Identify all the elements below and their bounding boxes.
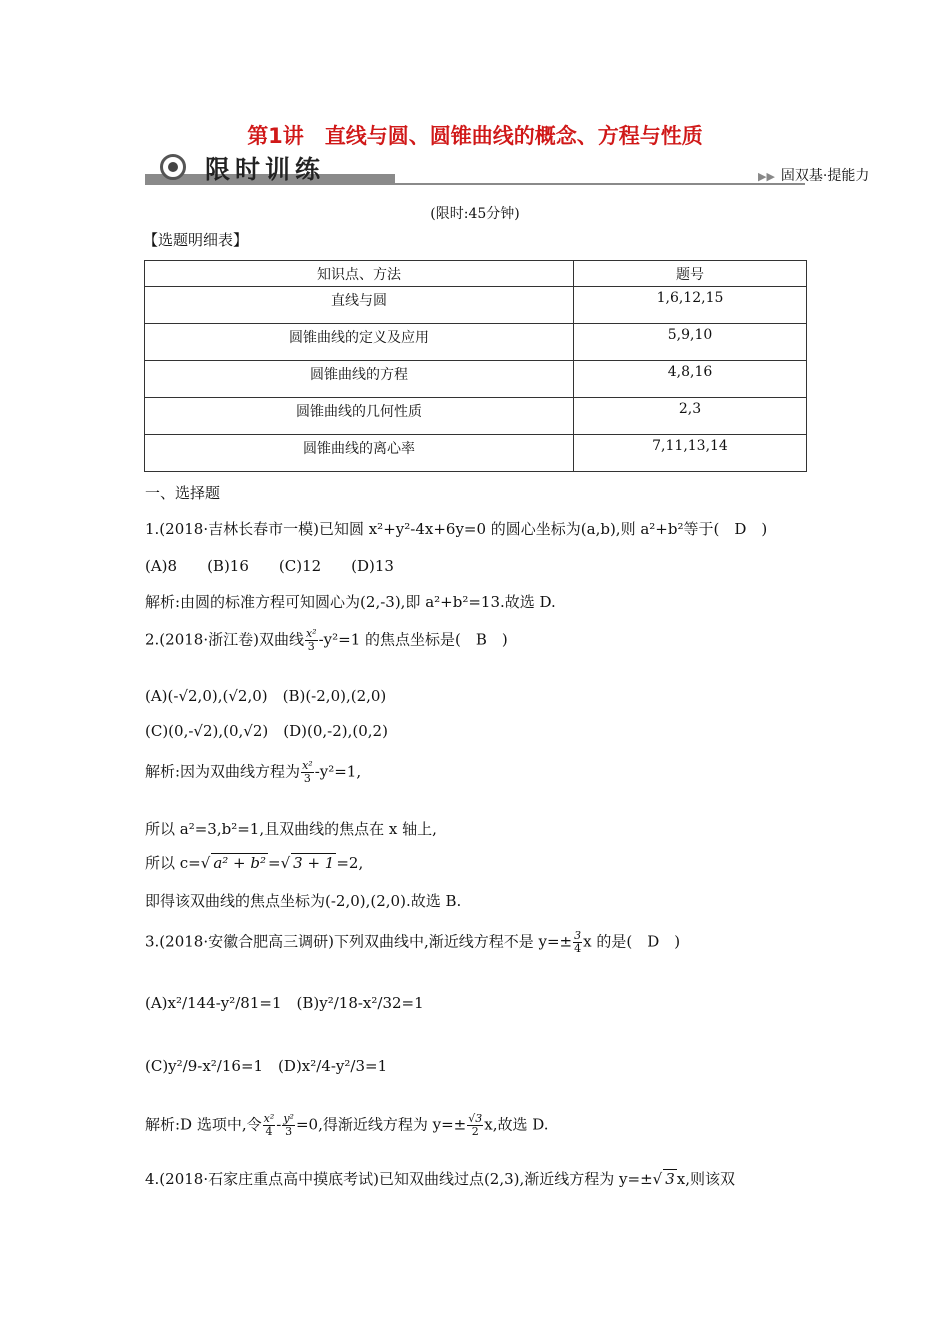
fraction: $\frac{\text{x²}}{4}$	[263, 1112, 275, 1138]
q4-stem: 4.(2018·石家庄重点高中摸底考试)已知双曲线过点(2,3),渐近线方程为 y=±√ 3 x,则该双	[145, 1170, 736, 1188]
q3-options-cd: (C)y²/9-x²/16=1 (D)x²/4-y²/3=1	[145, 1057, 388, 1075]
q1-stem: 1.(2018·吉林长春市一模)已知圆 x²+y²-4x+6y=0 的圆心坐标为(a,b),则 a²+b²等于( D )	[145, 520, 768, 538]
q2-analysis: 解析:因为双曲线方程为 $\frac{\text{x²}}{3}$ -y²=1,	[145, 759, 362, 785]
fraction: $\frac{\text{y²}}{3}$	[283, 1112, 294, 1138]
double-arrow-icon: ▶▶	[758, 170, 775, 183]
header-number: 题号	[574, 261, 807, 287]
number-cell: 5,9,10	[574, 324, 807, 361]
time-limit: (限时:45分钟)	[430, 206, 520, 222]
q2-analysis-line2: 所以 a²=3,b²=1,且双曲线的焦点在 x 轴上,	[145, 820, 437, 838]
topic-cell: 圆锥曲线的定义及应用	[145, 324, 574, 361]
number-cell: 7,11,13,14	[574, 435, 807, 472]
fraction: $\frac{3}{4}$	[574, 929, 582, 955]
banner-title: 限时训练	[205, 155, 326, 184]
table-row	[145, 287, 807, 324]
q2-options-cd: (C)(0,-√2),(0,√2) (D)(0,-2),(0,2)	[145, 722, 388, 740]
page-title: 第1讲 直线与圆、圆锥曲线的概念、方程与性质	[247, 124, 703, 148]
q1-analysis: 解析:由圆的标准方程可知圆心为(2,-3),即 a²+b²=13.故选 D.	[145, 593, 556, 611]
sqrt-expr: a² + b²	[213, 854, 266, 872]
target-icon	[160, 154, 186, 180]
number-cell: 4,8,16	[574, 361, 807, 398]
q2-stem: 2.(2018·浙江卷)双曲线 $\frac{\text{x²}}{3}$ -y²=1 的焦点坐标是( B )	[145, 627, 508, 653]
topic-table	[144, 260, 807, 472]
topic-cell: 圆锥曲线的几何性质	[145, 398, 574, 435]
topic-cell: 圆锥曲线的离心率	[145, 435, 574, 472]
table-row	[145, 398, 807, 435]
q1-options: (A)8 (B)16 (C)12 (D)13	[145, 557, 394, 575]
topic-cell: 圆锥曲线的方程	[145, 361, 574, 398]
table-row	[145, 361, 807, 398]
number-cell: 1,6,12,15	[574, 287, 807, 324]
q2-options-ab: (A)(-√2,0),(√2,0) (B)(-2,0),(2,0)	[145, 687, 387, 705]
table-row	[145, 324, 807, 361]
q3-analysis: 解析:D 选项中,令 $\frac{\text{x²}}{4}$ - $\frac{\text{y²}}{3}$ =0,得渐近线方程为 y=± $\frac{√3}{2}$ x,故选 D.	[145, 1112, 549, 1138]
sqrt-expr: 3	[665, 1170, 675, 1188]
q3-options-ab: (A)x²/144-y²/81=1 (B)y²/18-x²/32=1	[145, 994, 424, 1012]
sqrt-expr: 3 + 1	[293, 854, 335, 872]
header-topic: 知识点、方法	[145, 261, 574, 287]
table-header-row	[145, 261, 807, 287]
fraction: $\frac{√3}{2}$	[468, 1112, 483, 1138]
table-caption: 【选题明细表】	[143, 231, 249, 249]
table-row	[145, 435, 807, 472]
q2-analysis-line4: 即得该双曲线的焦点坐标为(-2,0),(2,0).故选 B.	[145, 892, 462, 910]
q2-analysis-line3: 所以 c=√ a² + b² =√ 3 + 1 =2,	[145, 854, 364, 872]
topic-cell: 直线与圆	[145, 287, 574, 324]
q3-stem: 3.(2018·安徽合肥高三调研)下列双曲线中,渐近线方程不是 y=± $\frac{3}{4}$ x 的是( D )	[145, 929, 681, 955]
fraction: $\frac{\text{x²}}{3}$	[302, 759, 313, 785]
banner-tagline: ▶▶ 固双基·提能力	[758, 168, 870, 184]
number-cell: 2,3	[574, 398, 807, 435]
fraction: $\frac{\text{x²}}{3}$	[305, 627, 317, 653]
section-heading: 一、选择题	[145, 484, 221, 502]
